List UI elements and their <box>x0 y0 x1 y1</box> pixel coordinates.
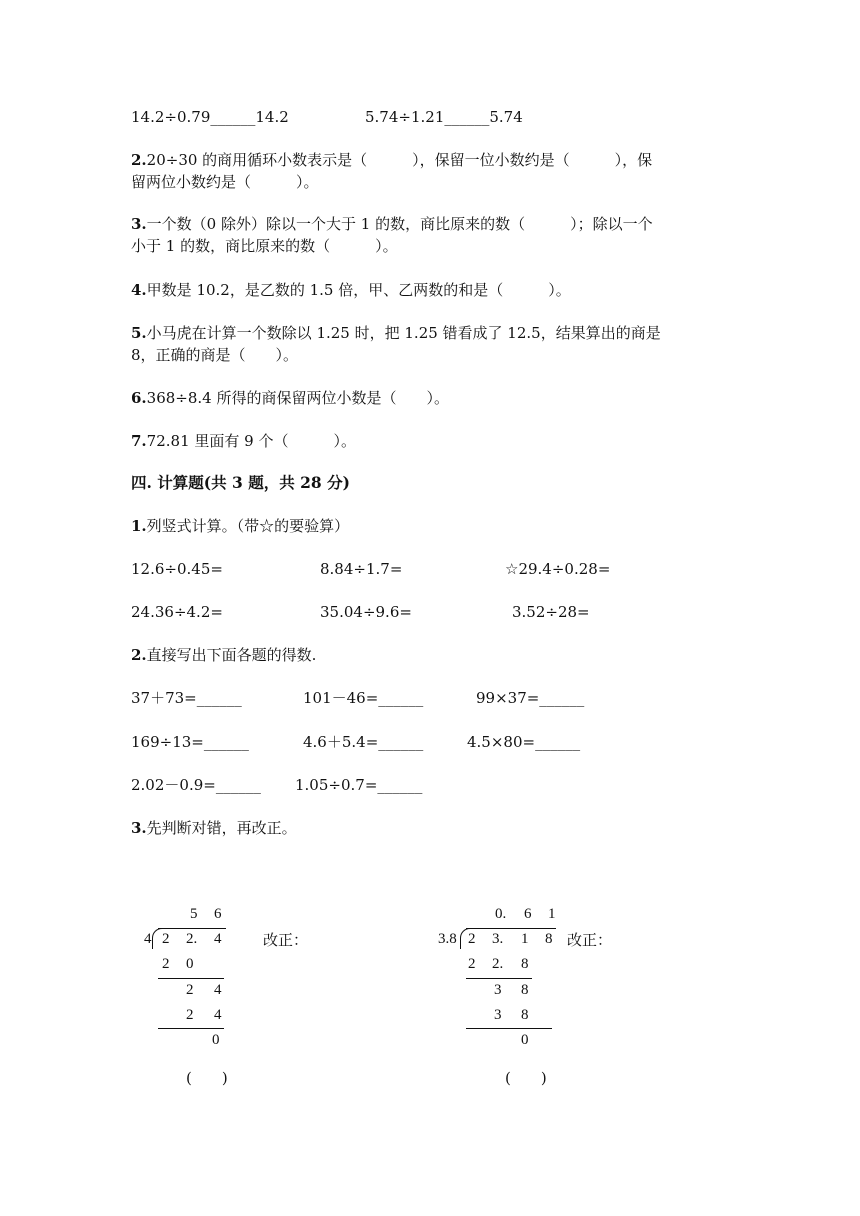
fill-question-3-line1: 3.一个数（0 除外）除以一个大于 1 的数，商比原来的数（ ）；除以一个 <box>131 215 653 233</box>
step-digit: 4 <box>214 982 222 998</box>
step-digit: 2 <box>162 956 170 972</box>
dividend-digit: 2 <box>162 931 170 947</box>
calc2-item: 1.05÷0.7=______ <box>295 776 423 794</box>
fill-question-7: 7.72.81 里面有 9 个（ ）。 <box>131 432 356 450</box>
calc2-item: 101－46=______ <box>303 689 424 707</box>
dividend-digit: 2. <box>186 931 198 947</box>
correct-label: 改正： <box>263 931 309 949</box>
calc2-item: 37＋73=______ <box>131 689 242 707</box>
step-digit: 2 <box>468 956 476 972</box>
calc2-item: 4.5×80=______ <box>467 733 581 751</box>
dividend-digit: 4 <box>214 931 222 947</box>
calc2-item: 169÷13=______ <box>131 733 249 751</box>
quotient-digit: 1 <box>548 906 556 922</box>
step-digit: 0 <box>186 956 194 972</box>
step-digit: 8 <box>521 982 529 998</box>
calc1-item: ☆29.4÷0.28= <box>505 560 611 578</box>
fill-question-2-line1: 2.20÷30 的商用循环小数表示是（ ），保留一位小数约是（ ），保 <box>131 151 653 169</box>
fill-question-4: 4.甲数是 10.2，是乙数的 1.5 倍，甲、乙两数的和是（ ）。 <box>131 281 571 299</box>
step-line <box>466 978 532 979</box>
step-digit: 8 <box>521 956 529 972</box>
fill-question-5-line2: 8，正确的商是（ ）。 <box>131 346 299 364</box>
section-4-title: 四. 计算题(共 3 题，共 28 分) <box>131 473 350 492</box>
quotient-digit: 6 <box>214 906 222 922</box>
calc2-item: 4.6＋5.4=______ <box>303 733 424 751</box>
fill-question-3-line2: 小于 1 的数，商比原来的数（ ）。 <box>131 237 398 255</box>
remainder: 0 <box>521 1032 529 1048</box>
dividend-digit: 1 <box>521 931 529 947</box>
quotient-digit: 6 <box>524 906 532 922</box>
calc1-item: 24.36÷4.2= <box>131 603 223 621</box>
step-digit: 8 <box>521 1007 529 1023</box>
step-line <box>158 978 224 979</box>
step-digit: 3 <box>494 1007 502 1023</box>
fill-question-5-line1: 5.小马虎在计算一个数除以 1.25 时，把 1.25 错看成了 12.5，结果算出的商是 <box>131 324 661 342</box>
step-line <box>466 1028 552 1029</box>
calc-question-1: 1.列竖式计算。（带☆的要验算） <box>131 517 350 535</box>
calc1-item: 8.84÷1.7= <box>320 560 403 578</box>
correct-label: 改正： <box>567 931 613 949</box>
calc-question-2: 2.直接写出下面各题的得数. <box>131 646 317 664</box>
dividend-digit: 2 <box>468 931 476 947</box>
judge-parentheses: ( ) <box>186 1069 228 1087</box>
fill-question-6: 6.368÷8.4 所得的商保留两位小数是（ ）。 <box>131 389 449 407</box>
step-digit: 3 <box>494 982 502 998</box>
calc-question-3: 3.先判断对错，再改正。 <box>131 819 297 837</box>
calc2-item: 2.02－0.9=______ <box>131 776 261 794</box>
step-line <box>158 1028 224 1029</box>
step-digit: 4 <box>214 1007 222 1023</box>
judge-parentheses: ( ) <box>505 1069 547 1087</box>
division-bar <box>466 928 556 929</box>
step-digit: 2. <box>492 956 504 972</box>
quotient-digit: 5 <box>190 906 198 922</box>
dividend-digit: 3. <box>492 931 504 947</box>
prev-question-b: 5.74÷1.21______5.74 <box>365 108 523 126</box>
quotient-digit: 0. <box>495 906 507 922</box>
calc2-item: 99×37=______ <box>476 689 585 707</box>
prev-question-a: 14.2÷0.79______14.2 <box>131 108 289 126</box>
calc1-item: 12.6÷0.45= <box>131 560 223 578</box>
step-digit: 2 <box>186 982 194 998</box>
division-bar <box>158 928 226 929</box>
divisor: 3.8 <box>438 931 457 947</box>
dividend-digit: 8 <box>545 931 553 947</box>
calc1-item: 3.52÷28= <box>512 603 590 621</box>
step-digit: 2 <box>186 1007 194 1023</box>
divisor: 4 <box>144 931 152 947</box>
calc1-item: 35.04÷9.6= <box>320 603 412 621</box>
remainder: 0 <box>212 1032 220 1048</box>
fill-question-2-line2: 留两位小数约是（ ）。 <box>131 173 319 191</box>
